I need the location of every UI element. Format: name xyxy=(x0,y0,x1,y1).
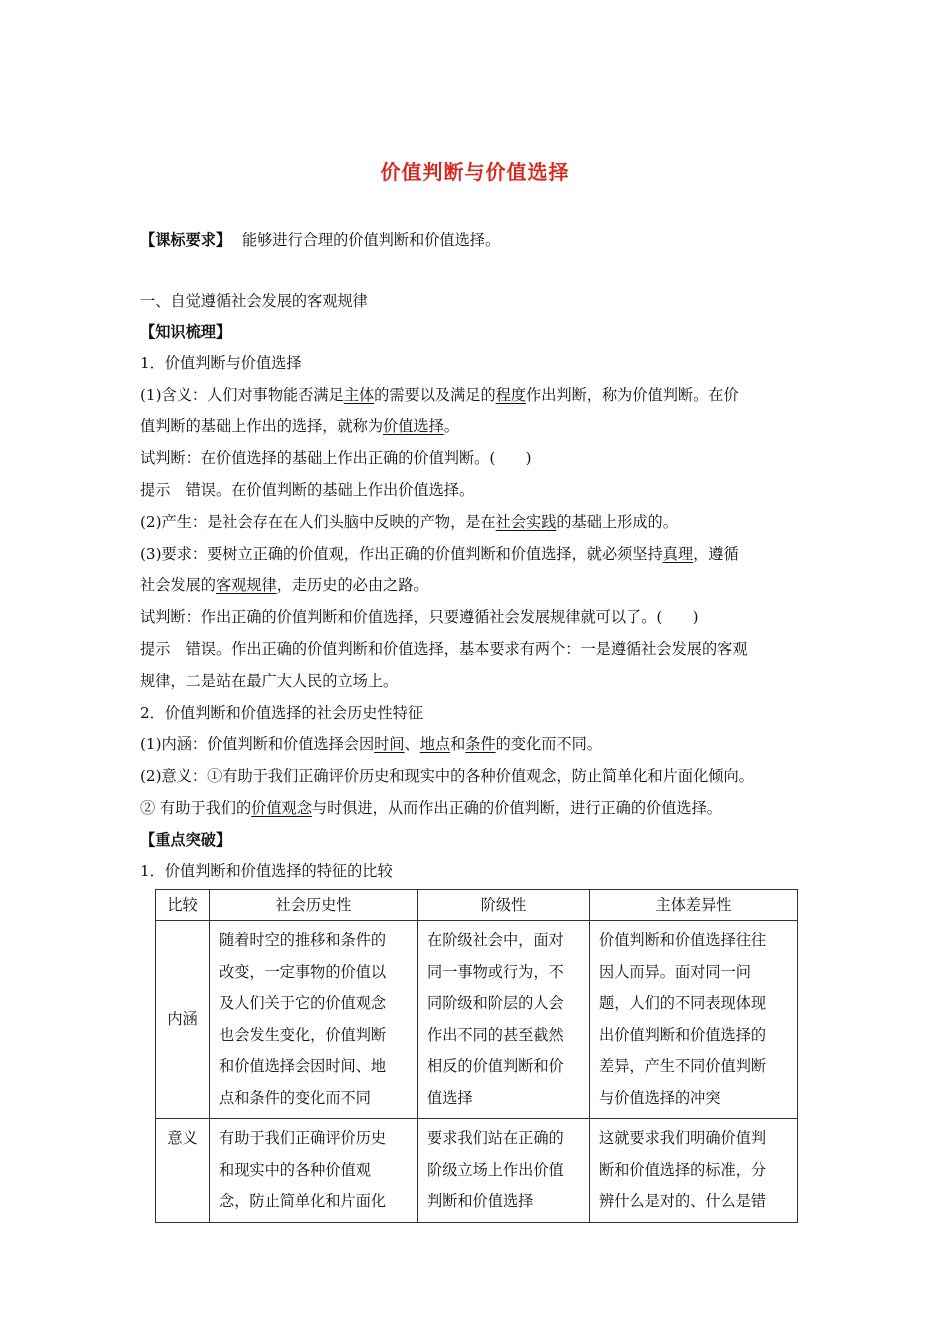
k1-heading: 1．价值判断与价值选择 xyxy=(140,354,302,372)
focus-heading: 1．价值判断和价值选择的特征的比较 xyxy=(140,862,393,880)
judge-question-2: 试判断：作出正确的价值判断和价值选择，只要遵循社会发展规律就可以了。( ) xyxy=(140,608,699,626)
k1-requirement-line2: 社会发展的客观规律，走历史的必由之路。 xyxy=(140,576,429,594)
k2-connotation: (1)内涵：价值判断和价值选择会因时间、地点和条件的变化而不同。 xyxy=(140,735,602,753)
standard-text: 能够进行合理的价值判断和价值选择。 xyxy=(241,231,501,249)
table-header-cell: 社会历史性 xyxy=(210,890,418,921)
knowledge-label: 【知识梳理】 xyxy=(140,323,232,341)
table-header-cell: 阶级性 xyxy=(418,890,590,921)
hint-2-line1: 提示 错误。作出正确的价值判断和价值选择，基本要求有两个：一是遵循社会发展的客观 xyxy=(140,640,748,658)
hint-1: 提示 错误。在价值判断的基础上作出价值选择。 xyxy=(140,481,475,499)
hint-2-line2: 规律，二是站在最广大人民的立场上。 xyxy=(140,672,399,690)
k1-definition-line1: (1)含义：人们对事物能否满足主体的需要以及满足的程度作出判断，称为价值判断。在价 xyxy=(140,386,739,404)
k2-heading: 2．价值判断和价值选择的社会历史性特征 xyxy=(140,704,424,722)
table-header-cell: 主体差异性 xyxy=(590,890,798,921)
row-label: 内涵 xyxy=(156,921,210,1119)
k1-requirement-line1: (3)要求：要树立正确的价值观，作出正确的价值判断和价值选择，就必须坚持真理，遵循 xyxy=(140,545,739,563)
table-cell: 这就要求我们明确价值判 断和价值选择的标准，分 辨什么是对的、什么是错 xyxy=(590,1119,798,1223)
k1-origin: (2)产生：是社会存在在人们头脑中反映的产物，是在社会实践的基础上形成的。 xyxy=(140,513,678,531)
k1-definition-line2: 值判断的基础上作出的选择，就称为价值选择。 xyxy=(140,417,459,435)
table-row xyxy=(156,1119,798,1223)
focus-label: 【重点突破】 xyxy=(140,831,232,849)
judge-question-1: 试判断：在价值选择的基础上作出正确的价值判断。( ) xyxy=(140,449,532,467)
section-heading: 一、自觉遵循社会发展的客观规律 xyxy=(140,292,368,310)
standard-label: 【课标要求】 xyxy=(140,231,232,249)
table-cell: 在阶级社会中，面对 同一事物或行为，不 同阶级和阶层的人会 作出不同的甚至截然 相反的价值判断和价 值选择 xyxy=(418,921,590,1119)
row-label: 意义 xyxy=(156,1119,210,1223)
table-cell: 随着时空的推移和条件的 改变，一定事物的价值以 及人们关于它的价值观念 也会发生变化，价值判断 和价值选择会因时间、地 点和条件的变化而不同 xyxy=(210,921,418,1119)
table-cell: 有助于我们正确评价历史 和现实中的各种价值观 念，防止简单化和片面化 xyxy=(210,1119,418,1223)
page-title: 价值判断与价值选择 xyxy=(380,160,570,184)
table-header-row xyxy=(156,890,798,921)
table-row xyxy=(156,921,798,1119)
table-cell: 价值判断和价值选择往往 因人而异。面对同一问 题，人们的不同表现体现 出价值判断和价值选择的 差异，产生不同价值判断 与价值选择的冲突 xyxy=(590,921,798,1119)
table-header-cell: 比较 xyxy=(156,890,210,921)
k2-significance-line1: (2)意义：①有助于我们正确评价历史和现实中的各种价值观念，防止简单化和片面化倾向。 xyxy=(140,767,754,785)
k2-significance-line2: ② 有助于我们的价值观念与时俱进，从而作出正确的价值判断，进行正确的价值选择。 xyxy=(140,799,722,817)
comparison-table xyxy=(155,889,798,1223)
standard-requirement xyxy=(140,229,820,251)
table-cell: 要求我们站在正确的 阶级立场上作出价值 判断和价值选择 xyxy=(418,1119,590,1223)
